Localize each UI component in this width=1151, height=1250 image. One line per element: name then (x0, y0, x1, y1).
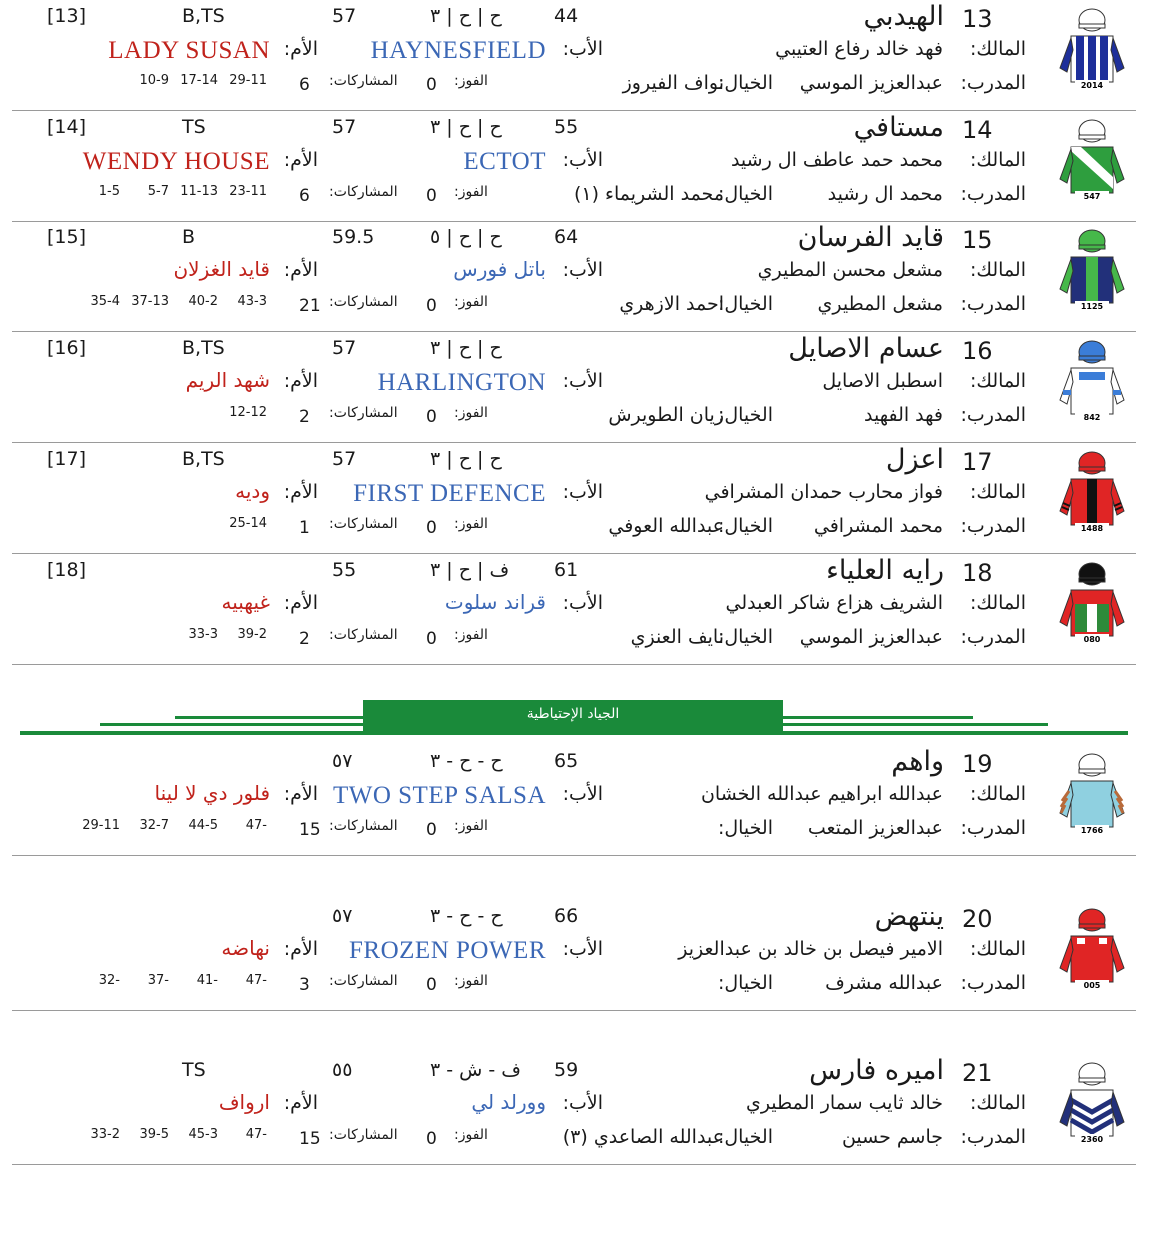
sire-name: باتل فورس (453, 257, 546, 282)
jockey-label: الخيال: (717, 514, 773, 537)
owner-label: المالك: (969, 259, 1026, 282)
horse-name: الهيدبي (863, 1, 944, 32)
horse-entry (12, 332, 1136, 443)
horse-number: 21 (962, 1059, 993, 1087)
jockey-name: عبدالله العوفي (608, 514, 724, 537)
jockey-label: الخيال: (717, 1126, 773, 1148)
form-result: 40-2 (188, 294, 218, 310)
horse-entry (12, 745, 1136, 856)
dam-label: الأم: (283, 38, 318, 60)
horse-entry (12, 443, 1136, 554)
trainer-label: المدرب: (960, 182, 1026, 205)
owner-label: المالك: (969, 938, 1026, 960)
owner-name: مشعل محسن المطيري (757, 259, 943, 282)
jockey-label: الخيال: (717, 817, 773, 839)
sire-label: الأب: (562, 148, 603, 171)
jockey-name: نواف الفيروز (622, 72, 724, 94)
dam-label: الأم: (283, 938, 318, 960)
sire-label: الأب: (562, 370, 603, 393)
jockey-label: الخيال: (717, 625, 773, 648)
horse-number: 19 (962, 750, 993, 778)
owner-name: عبدالله ابراهيم عبدالله الخشان (700, 783, 943, 805)
entry-code: [16] (47, 337, 87, 360)
wins-label: الفوز: (454, 626, 488, 643)
sire-label: الأب: (562, 1092, 603, 1114)
jockey-label: الخيال: (717, 293, 773, 316)
trainer-name: عبدالعزيز الموسي (799, 625, 943, 648)
sire-label: الأب: (562, 783, 603, 805)
dam-name: نهاضه (221, 936, 270, 960)
horse-weight: ٥٧ (332, 750, 353, 772)
owner-label: المالك: (969, 38, 1026, 60)
silk-white-blue-icon (1057, 338, 1127, 422)
silk-number: 1488 (1080, 523, 1104, 533)
sire-label: الأب: (562, 480, 603, 503)
trainer-label: المدرب: (960, 404, 1026, 427)
owner-label: المالك: (969, 1092, 1026, 1114)
horse-name: اميره فارس (809, 1055, 944, 1086)
horse-name: واهم (891, 746, 944, 777)
jockey-label: الخيال: (717, 404, 773, 427)
form-result: 39-5 (139, 1127, 169, 1142)
form-result: 45-3 (188, 1127, 218, 1142)
horse-weight: 57 (332, 5, 357, 27)
dam-label: الأم: (283, 591, 318, 614)
form-result: 35-4 (90, 294, 120, 310)
race-class: ف | ح | ٣ (430, 558, 510, 581)
jockey-name: نايف العنزي (630, 625, 724, 648)
form-result: 33-3 (188, 626, 218, 642)
silk-number: 005 (1083, 981, 1101, 990)
dam-label: الأم: (283, 259, 318, 282)
sire-name: ECTOT (463, 147, 546, 175)
trainer-label: المدرب: (960, 972, 1026, 994)
horse-name: اعزل (885, 443, 944, 475)
horse-number: 18 (962, 558, 993, 587)
equipment: TS (182, 1059, 206, 1081)
trainer-name: مشعل المطيري (817, 293, 943, 316)
form-result: 23-11 (229, 183, 267, 199)
wins-count: 0 (426, 1129, 437, 1149)
horse-number: 14 (962, 115, 993, 144)
horse-rating: 66 (554, 905, 579, 927)
sire-name: قراند سلوت (444, 589, 546, 614)
owner-name: محمد حمد عاطف ال رشيد (730, 148, 943, 171)
trainer-name: فهد الفهيد (864, 404, 943, 427)
sire-name: وورلد لي (471, 1090, 546, 1114)
sire-name: FROZEN POWER (349, 937, 546, 964)
horse-entry (12, 554, 1136, 665)
jockey-label: الخيال: (717, 972, 773, 994)
horse-rating: 61 (554, 558, 579, 581)
race-class: ح | ح | ٣ (430, 337, 502, 360)
horse-number: 20 (962, 905, 993, 933)
wins-count: 0 (426, 407, 437, 428)
horse-weight: 59.5 (332, 226, 375, 249)
form-result: 39-2 (237, 626, 267, 642)
wins-label: الفوز: (454, 405, 488, 422)
horse-weight: 57 (332, 115, 357, 138)
owner-label: المالك: (969, 148, 1026, 171)
runs-label: المشاركات: (329, 626, 398, 643)
runs-count: 1 (299, 517, 310, 538)
silk-lightblue-striped-sleeves-icon (1057, 751, 1127, 835)
form-result: 47- (245, 818, 267, 833)
runs-count: 15 (299, 1129, 321, 1149)
equipment: B,TS (182, 337, 225, 360)
race-class: ح | ح | ٣ (430, 5, 502, 27)
trainer-label: المدرب: (960, 514, 1026, 537)
owner-name: اسطبل الاصايل (822, 370, 943, 393)
race-class: ح - ح - ٣ (430, 905, 503, 927)
horse-name: ينتهض (874, 901, 944, 932)
horse-rating: 44 (554, 5, 579, 27)
sire-label: الأب: (562, 259, 603, 282)
form-result: 32- (98, 973, 120, 988)
runs-label: المشاركات: (329, 405, 398, 422)
horse-rating: 59 (554, 1059, 579, 1081)
silk-red-icon (1057, 906, 1127, 990)
owner-name: فهد خالد رفاع العتيبي (775, 38, 943, 60)
dam-name: فلور دي لا لينا (154, 781, 270, 805)
form-result: 41- (196, 973, 218, 988)
wins-count: 0 (426, 296, 437, 317)
trainer-label: المدرب: (960, 625, 1026, 648)
silk-blue-white-stripes-icon (1057, 6, 1127, 90)
horse-number: 15 (962, 226, 993, 255)
jockey-name: محمد الشريماء (١) (573, 182, 724, 205)
runs-count: 21 (299, 296, 321, 317)
race-class: ف - ش - ٣ (430, 1059, 521, 1081)
reserve-banner-title: الجياد الإحتياطية (526, 706, 620, 722)
horse-entry (12, 0, 1136, 111)
silk-number: 2014 (1080, 81, 1104, 90)
silk-number: 1125 (1080, 302, 1104, 312)
owner-name: خالد ثايب سمار المطيري (745, 1092, 943, 1114)
wins-count: 0 (426, 820, 437, 840)
sire-name: TWO STEP SALSA (332, 782, 546, 809)
sire-name: HARLINGTON (377, 369, 546, 397)
form-result: 1-5 (98, 183, 120, 199)
trainer-name: عبدالله مشرف (825, 972, 943, 994)
horse-weight: 57 (332, 447, 357, 470)
race-class: ح | ح | ٣ (430, 447, 502, 470)
dam-name: غيهبيه (221, 589, 270, 614)
trainer-label: المدرب: (960, 293, 1026, 316)
form-result: 44-5 (188, 818, 218, 833)
form-result: 25-14 (229, 515, 267, 531)
sire-name: HAYNESFIELD (370, 37, 546, 64)
horse-name: مستافي (853, 111, 944, 143)
equipment: B,TS (182, 5, 225, 27)
race-class: ح - ح - ٣ (430, 750, 503, 772)
runs-label: المشاركات: (329, 294, 398, 311)
horse-weight: 57 (332, 337, 357, 360)
horse-rating: 65 (554, 750, 579, 772)
jockey-label: الخيال: (717, 182, 773, 205)
runs-count: 6 (299, 75, 310, 95)
silk-red-black-icon (1057, 449, 1127, 533)
horse-name: قايد الفرسان (797, 222, 944, 254)
dam-name: شهد الريم (185, 368, 270, 393)
entry-code: [17] (47, 447, 87, 470)
silk-green-white-sash-icon (1057, 117, 1127, 201)
dam-label: الأم: (283, 370, 318, 393)
trainer-label: المدرب: (960, 817, 1026, 839)
entry-code: [13] (47, 5, 87, 27)
owner-name: الامير فيصل بن خالد بن عبدالعزيز (678, 938, 943, 960)
horse-rating: 64 (554, 226, 579, 249)
wins-count: 0 (426, 975, 437, 995)
runs-count: 6 (299, 185, 310, 206)
runs-count: 15 (299, 820, 321, 840)
runs-label: المشاركات: (329, 1127, 398, 1143)
wins-label: الفوز: (454, 183, 488, 200)
silk-white-navy-chevrons-icon (1057, 1060, 1127, 1144)
race-class: ح | ح | ٥ (430, 226, 502, 249)
owner-name: الشريف هزاع شاكر العبدلي (725, 591, 943, 614)
horse-rating: 55 (554, 115, 579, 138)
owner-label: المالك: (969, 591, 1026, 614)
sire-label: الأب: (562, 38, 603, 60)
horse-entry (12, 900, 1136, 1011)
runs-label: المشاركات: (329, 183, 398, 200)
silk-number: 080 (1083, 634, 1101, 644)
runs-label: المشاركات: (329, 818, 398, 834)
wins-count: 0 (426, 75, 437, 95)
owner-label: المالك: (969, 480, 1026, 503)
entry-code: [15] (47, 226, 87, 249)
horse-entry (12, 221, 1136, 332)
runs-count: 3 (299, 975, 310, 995)
horse-number: 17 (962, 447, 993, 476)
trainer-label: المدرب: (960, 1126, 1026, 1148)
horse-number: 13 (962, 5, 993, 33)
trainer-label: المدرب: (960, 72, 1026, 94)
horse-weight: 55 (332, 558, 357, 581)
dam-label: الأم: (283, 148, 318, 171)
silk-navy-green-icon (1057, 227, 1127, 311)
form-result: 10-9 (139, 73, 169, 88)
dam-name: قايد الغزلان (173, 257, 270, 282)
race-class: ح | ح | ٣ (430, 115, 502, 138)
form-result: 17-14 (180, 73, 218, 88)
form-result: 29-11 (82, 818, 120, 833)
horse-name: رايه العلياء (826, 554, 944, 586)
silk-number: 1766 (1080, 826, 1104, 835)
runs-label: المشاركات: (329, 515, 398, 532)
silk-number: 2360 (1080, 1135, 1104, 1144)
jockey-name: عبدالله الصاعدي (٣) (562, 1126, 724, 1148)
trainer-name: محمد المشرافي (813, 514, 943, 537)
form-result: 32-7 (139, 818, 169, 833)
jockey-name: احمد الازهري (619, 293, 724, 316)
dam-name: LADY SUSAN (108, 37, 270, 64)
runs-count: 2 (299, 628, 310, 649)
dam-name: وديه (235, 478, 270, 503)
trainer-name: عبدالعزيز المتعب (807, 817, 943, 839)
reserve-horses-banner (20, 700, 1128, 740)
form-result: 47- (245, 1127, 267, 1142)
jockey-label: الخيال: (717, 72, 773, 94)
dam-name: ارواف (218, 1090, 270, 1114)
form-result: 47- (245, 973, 267, 988)
sire-label: الأب: (562, 938, 603, 960)
form-result: 5-7 (147, 183, 169, 199)
horse-number: 16 (962, 337, 993, 366)
wins-label: الفوز: (454, 973, 488, 989)
equipment: B,TS (182, 447, 225, 470)
form-result: 43-3 (237, 294, 267, 310)
dam-label: الأم: (283, 1092, 318, 1114)
trainer-name: جاسم حسين (841, 1126, 943, 1148)
runs-count: 2 (299, 407, 310, 428)
dam-name: WENDY HOUSE (82, 147, 270, 175)
sire-label: الأب: (562, 591, 603, 614)
wins-label: الفوز: (454, 1127, 488, 1143)
runs-label: المشاركات: (329, 973, 398, 989)
form-result: 33-2 (90, 1127, 120, 1142)
horse-name: عسام الاصايل (788, 333, 944, 365)
horse-entry (12, 111, 1136, 222)
horse-entry (12, 1054, 1136, 1165)
silk-number: 547 (1083, 191, 1101, 201)
wins-count: 0 (426, 185, 437, 206)
wins-label: الفوز: (454, 73, 488, 89)
trainer-name: عبدالعزيز الموسي (799, 72, 943, 94)
equipment: B (182, 226, 196, 249)
trainer-name: محمد ال رشيد (827, 182, 943, 205)
horse-weight: ٥٧ (332, 905, 353, 927)
wins-count: 0 (426, 628, 437, 649)
form-result: 29-11 (229, 73, 267, 88)
silk-number: 842 (1083, 413, 1101, 423)
wins-count: 0 (426, 517, 437, 538)
sire-name: FIRST DEFENCE (353, 479, 546, 507)
form-result: 37- (147, 973, 169, 988)
entry-code: [18] (47, 558, 87, 581)
equipment: TS (182, 115, 206, 138)
jockey-name: ريان الطويرش (608, 404, 724, 427)
silk-red-green-white-icon (1057, 560, 1127, 644)
form-result: 11-13 (180, 183, 218, 199)
owner-name: فواز محارب حمدان المشرافي (704, 480, 943, 503)
runs-label: المشاركات: (329, 73, 398, 89)
dam-label: الأم: (283, 783, 318, 805)
form-result: 37-13 (131, 294, 169, 310)
wins-label: الفوز: (454, 294, 488, 311)
wins-label: الفوز: (454, 515, 488, 532)
entry-code: [14] (47, 115, 87, 138)
dam-label: الأم: (283, 480, 318, 503)
horse-weight: ٥٥ (332, 1059, 353, 1081)
form-result: 12-12 (229, 405, 267, 421)
owner-label: المالك: (969, 370, 1026, 393)
owner-label: المالك: (969, 783, 1026, 805)
wins-label: الفوز: (454, 818, 488, 834)
